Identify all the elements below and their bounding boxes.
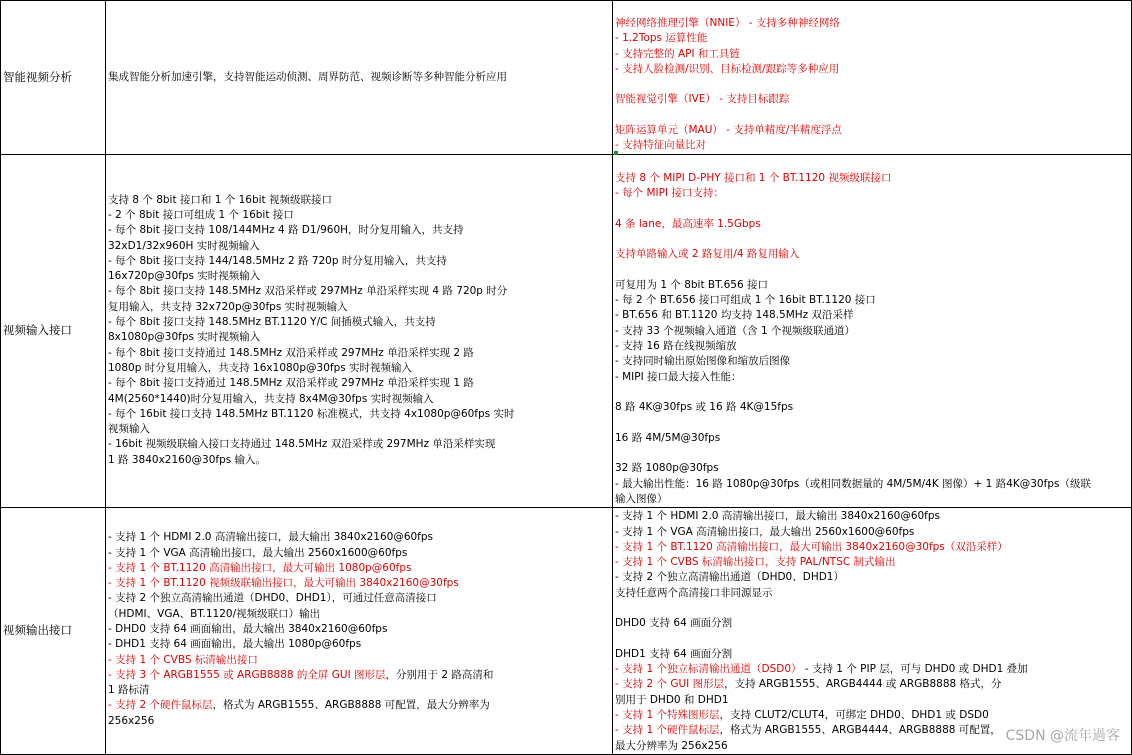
cell-text-line: - 支持 1 个 BT.1120 视频级联输出接口，最大可输出 3840x2160@30fps bbox=[108, 577, 459, 590]
cell-text-line: - 支持 33 个视频输入通道（含 1 个视频级联通道） bbox=[615, 324, 856, 337]
cell-text-line: 集成智能分析加速引擎，支持智能运动侦测、周界防范、视频诊断等多种智能分析应用 bbox=[108, 70, 507, 83]
watermark: CSDN @流年過客 bbox=[1005, 728, 1120, 744]
cell-text-line bbox=[615, 601, 1131, 616]
cell-text-line: - 1.2Tops 运算性能 bbox=[615, 32, 708, 45]
plain-text: ，格式为 ARGB1555、ARGB4444、ARGB8888 可配置， bbox=[719, 724, 1001, 737]
compare-cell bbox=[613, 508, 1132, 755]
cell-text-line: 1 路标清 bbox=[108, 684, 150, 697]
cell-text-line: 32 路 1080p@30fps bbox=[615, 462, 719, 475]
cell-text-line: 别用于 DHD0 和 DHD1 bbox=[615, 693, 729, 706]
spec-cell bbox=[106, 1, 613, 155]
category-cell: 视频输出接口 bbox=[1, 508, 106, 755]
cell-text-line: 矩阵运算单元（MAU） - 支持单精度/半精度浮点 bbox=[615, 124, 842, 137]
highlight-text: - 支持 1 个独立标清输出通道（DSD0） bbox=[615, 663, 802, 676]
cell-text-line: DHD1 支持 64 画面分割 bbox=[615, 647, 733, 660]
table-row bbox=[1, 1, 1132, 155]
plain-text: ，支持 ARGB1555、ARGB4444 或 ARGB8888 格式，分 bbox=[724, 678, 1002, 691]
table-row bbox=[1, 508, 1132, 755]
cell-text-line: - 支持 1 个 VGA 高清输出接口，最大输出 2560x1600@60fps bbox=[108, 546, 408, 559]
cell-text-line bbox=[108, 698, 612, 713]
cell-text-line bbox=[615, 201, 1131, 216]
category-cell: 视频输入接口 bbox=[1, 154, 106, 508]
cell-text-line: - 最大输出性能：16 路 1080p@30fps（或相同数据量的 4M/5M/4K 图像）+ 1 路4K@30fps（级联 bbox=[615, 477, 1091, 490]
cell-text-line: - 2 个 8bit 接口可组成 1 个 16bit 接口 bbox=[108, 208, 294, 221]
cell-text-line: - DHD0 支持 64 画面输出，最大输出 3840x2160@60fps bbox=[108, 622, 388, 635]
cell-text-line bbox=[615, 262, 1131, 277]
cell-text-line bbox=[108, 668, 612, 683]
cell-text-line: - 每个 8bit 接口支持 144/148.5MHz 2 路 720p 时分复用输入，共支持 bbox=[108, 254, 447, 267]
cell-text-line bbox=[615, 708, 1131, 723]
cell-text-line bbox=[615, 385, 1131, 400]
cell-text-line: 16x720p@30fps 实时视频输入 bbox=[108, 270, 261, 283]
cell-text-line: DHD0 支持 64 画面分割 bbox=[615, 617, 733, 630]
cell-text-line: - MIPI 接口最大接入性能： bbox=[615, 370, 742, 383]
cell-text-line bbox=[615, 232, 1131, 247]
cell-text-line: - 每个 8bit 接口支持 148.5MHz BT.1120 Y/C 间插模式输入，共支持 bbox=[108, 316, 436, 329]
cell-text-line: - 16bit 视频级联输入接口支持通过 148.5MHz 双沿采样或 297MHz 单沿采样实现 bbox=[108, 438, 496, 451]
cell-text-line: 视频输入 bbox=[108, 423, 150, 436]
compare-cell bbox=[613, 1, 1132, 155]
cell-text-line bbox=[615, 77, 1131, 92]
cell-text-line: - 每个 MIPI 接口支持： bbox=[615, 186, 724, 199]
cell-text-line: - 支持 1 个 HDMI 2.0 高清输出接口，最大输出 3840x2160@60fps bbox=[615, 510, 941, 523]
cell-comment-marker bbox=[614, 151, 618, 155]
cell-text-line: （HDMI、VGA、BT.1120/视频级联口）输出 bbox=[108, 607, 321, 620]
cell-text-line: - 支持 1 个 CVBS 标清输出接口 bbox=[108, 653, 258, 666]
highlight-text: - 支持 1 个特殊图形层 bbox=[615, 709, 720, 722]
cell-text-line: 神经网络推理引擎（NNIE） - 支持多种神经网络 bbox=[615, 17, 840, 29]
cell-text-line: 支持任意两个高清接口非同源显示 bbox=[615, 586, 773, 599]
category-cell: 智能视频分析 bbox=[1, 1, 106, 155]
plain-text: ，格式为 ARGB1555、ARGB8888 可配置，最大分辨率为 bbox=[212, 699, 490, 712]
cell-text-line bbox=[615, 108, 1131, 123]
cell-text-line: - 支持 1 个 HDMI 2.0 高清输出接口，最大输出 3840x2160@60fps bbox=[108, 531, 434, 544]
cell-text-line: 4 条 lane，最高速率 1.5Gbps bbox=[615, 217, 761, 230]
cell-text-line: - 支持 1 个 BT.1120 高清输出接口，最大可输出 1080p@60fps bbox=[108, 561, 412, 574]
cell-text-line: - 每个 8bit 接口支持 148.5MHz 双沿采样或 297MHz 单沿采样实现 4 路 720p 时分 bbox=[108, 285, 508, 298]
cell-text-line: 支持单路输入或 2 路复用/4 路复用输入 bbox=[615, 248, 800, 261]
spec-cell bbox=[106, 508, 613, 755]
cell-text-line: - 每个 16bit 接口支持 148.5MHz BT.1120 标准模式，共支持 4x1080p@60fps 实时 bbox=[108, 407, 515, 420]
cell-text-line: - 每个 8bit 接口支持 108/144MHz 4 路 D1/960H，时分复用输入，共支持 bbox=[108, 224, 464, 237]
compare-cell bbox=[613, 154, 1132, 508]
cell-text-line: - 支持同时输出原始图像和缩放后图像 bbox=[615, 355, 791, 368]
cell-text-line: - 支持特征向量比对 bbox=[615, 139, 707, 152]
cell-text-line: 4M(2560*1440)时分复用输入，共支持 8x4M@30fps 实时视频输入 bbox=[108, 392, 434, 405]
cell-text-line: 可复用为 1 个 8bit BT.656 接口 bbox=[615, 278, 768, 291]
cell-text-line: 智能视觉引擎（IVE） - 支持目标跟踪 bbox=[615, 93, 790, 106]
cell-text-line: - 支持完整的 API 和工具链 bbox=[615, 47, 740, 60]
highlight-text: - 支持 1 个硬件鼠标层 bbox=[615, 724, 720, 737]
cell-text-line: - 每个 8bit 接口支持通过 148.5MHz 双沿采样或 297MHz 单沿采样实现 2 路 bbox=[108, 346, 474, 359]
table-row bbox=[1, 154, 1132, 508]
highlight-text: - 支持 3 个 ARGB1555 或 ARGB8888 的全屏 GUI 图形层 bbox=[108, 668, 386, 681]
cell-text-line: - 支持 1 个 CVBS 标清输出接口，支持 PAL/NTSC 制式输出 bbox=[615, 556, 896, 569]
cell-text-line: - DHD1 支持 64 画面输出，最大输出 1080p@60fps bbox=[108, 638, 362, 651]
cell-text-line: - 支持 2 个独立高清输出通道（DHD0、DHD1），可通过任意高清接口 bbox=[108, 592, 437, 605]
cell-text-line: 8x1080p@30fps 实时视频输入 bbox=[108, 331, 261, 344]
cell-text-line bbox=[615, 723, 1131, 738]
cell-text-line: - 支持 16 路在线视频缩放 bbox=[615, 339, 737, 352]
plain-text: - 支持 1 个 PIP 层，可与 DHD0 或 DHD1 叠加 bbox=[801, 663, 1028, 676]
cell-text-line: - 每个 8bit 接口支持通过 148.5MHz 双沿采样或 297MHz 单沿采样实现 1 路 bbox=[108, 377, 474, 390]
cell-text-line: 8 路 4K@30fps 或 16 路 4K@15fps bbox=[615, 401, 794, 414]
cell-text-line bbox=[615, 677, 1131, 692]
cell-text-line: 1 路 3840x2160@30fps 输入。 bbox=[108, 453, 267, 466]
cell-text-line: 16 路 4M/5M@30fps bbox=[615, 431, 721, 444]
cell-text-line: - 支持人脸检测/识别、目标检测/跟踪等多种应用 bbox=[615, 62, 840, 75]
cell-text-line bbox=[615, 446, 1131, 461]
highlight-text: - 支持 2 个 GUI 图形层 bbox=[615, 678, 725, 691]
cell-text-line bbox=[615, 662, 1131, 677]
cell-text-line: 256x256 bbox=[108, 714, 155, 727]
cell-text-line: 支持 8 个 8bit 接口和 1 个 16bit 视频级联接口 bbox=[108, 193, 333, 206]
cell-text-line: - 支持 1 个 BT.1120 高清输出接口，最大可输出 3840x2160@30fps（双沿采样） bbox=[615, 540, 1008, 553]
cell-text-line bbox=[615, 415, 1131, 430]
cell-text-line: - 支持 2 个独立高清输出通道（DHD0、DHD1） bbox=[615, 571, 844, 584]
cell-text-line: - 每 2 个 BT.656 接口可组成 1 个 16bit BT.1120 接口 bbox=[615, 294, 876, 307]
cell-text-line bbox=[615, 632, 1131, 647]
cell-text-line: 最大分辨率为 256x256 bbox=[615, 739, 728, 752]
spec-cell bbox=[106, 154, 613, 508]
cell-text-line: 支持 8 个 MIPI D-PHY 接口和 1 个 BT.1120 视频级联接口 bbox=[615, 171, 892, 184]
cell-text-line: 1080p 时分复用输入，共支持 16x1080p@30fps 实时视频输入 bbox=[108, 361, 413, 374]
cell-text-line: - 支持 1 个 VGA 高清输出接口，最大输出 2560x1600@60fps bbox=[615, 525, 915, 538]
plain-text: ，分别用于 2 路高清和 bbox=[385, 668, 494, 681]
cell-text-line: 32xD1/32x960H 实时视频输入 bbox=[108, 239, 260, 252]
highlight-text: - 支持 2 个硬件鼠标层 bbox=[108, 699, 213, 712]
cell-text-line: 输入图像） bbox=[615, 492, 668, 505]
plain-text: ，支持 CLUT2/CLUT4，可绑定 DHD0、DHD1 或 DSD0 bbox=[719, 709, 989, 722]
cell-text-line: - BT.656 和 BT.1120 均支持 148.5MHz 双沿采样 bbox=[615, 309, 854, 322]
cell-text-line: 复用输入，共支持 32x720p@30fps 实时视频输入 bbox=[108, 300, 348, 313]
